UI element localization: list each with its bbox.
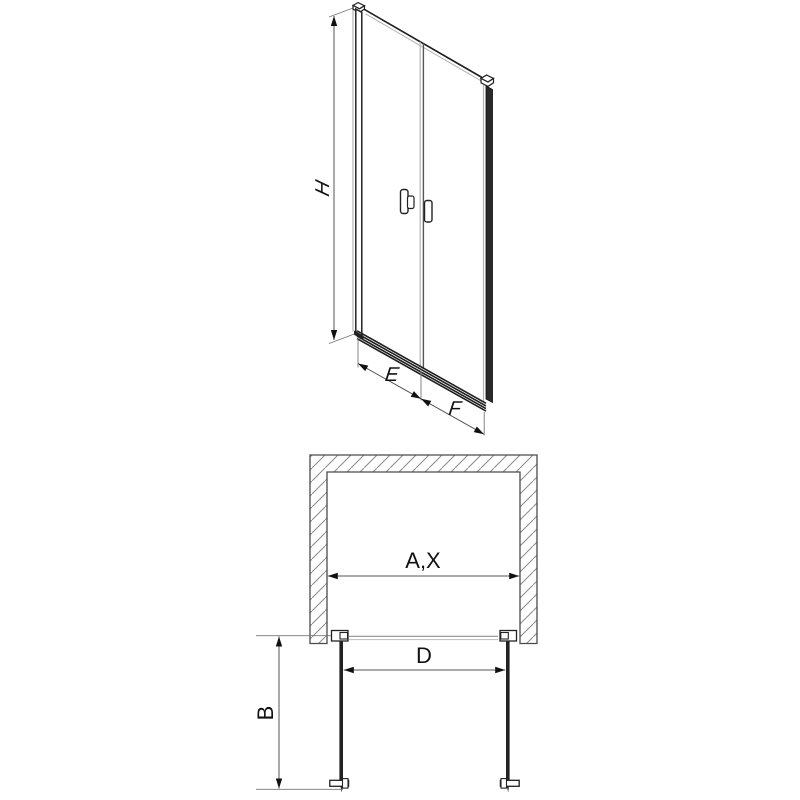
dim-ax-label: A,X [405,548,441,573]
left-door-handle-knob [408,196,415,209]
bottom-rail-line [357,336,486,409]
dimension-door-widths [358,337,484,436]
dim-h-label: H [311,175,334,201]
left-door-open [339,641,343,784]
left-door-handle-plan-knob [343,779,349,789]
bottom-rail-line [357,339,486,412]
dimension-height [312,7,357,344]
dim-e-label: E [381,363,403,386]
right-door-handle-plan-knob [501,779,507,789]
profile-right-front [486,86,493,403]
front-view [312,3,494,436]
left-door-handle [401,190,409,214]
dimension-depth [253,636,343,790]
wall-profile-left [353,3,365,341]
right-door-handle [425,201,433,223]
dimension-passage [344,643,505,670]
dimension-opening [328,548,519,576]
door-handles [401,190,433,223]
wall-profile-right [481,75,494,403]
dim-b-label: B [253,705,278,721]
dim-f-label: F [445,397,465,420]
left-bracket-clamp [340,633,348,640]
bottom-rail-line [357,333,486,406]
right-bracket-clamp [501,633,509,640]
right-door-open [506,641,510,784]
dim-h-extension-bottom [329,333,357,344]
dim-d-label: D [416,643,432,668]
profile-left-front [356,9,362,336]
plan-view [253,455,537,793]
bottom-rail-line [357,331,486,404]
